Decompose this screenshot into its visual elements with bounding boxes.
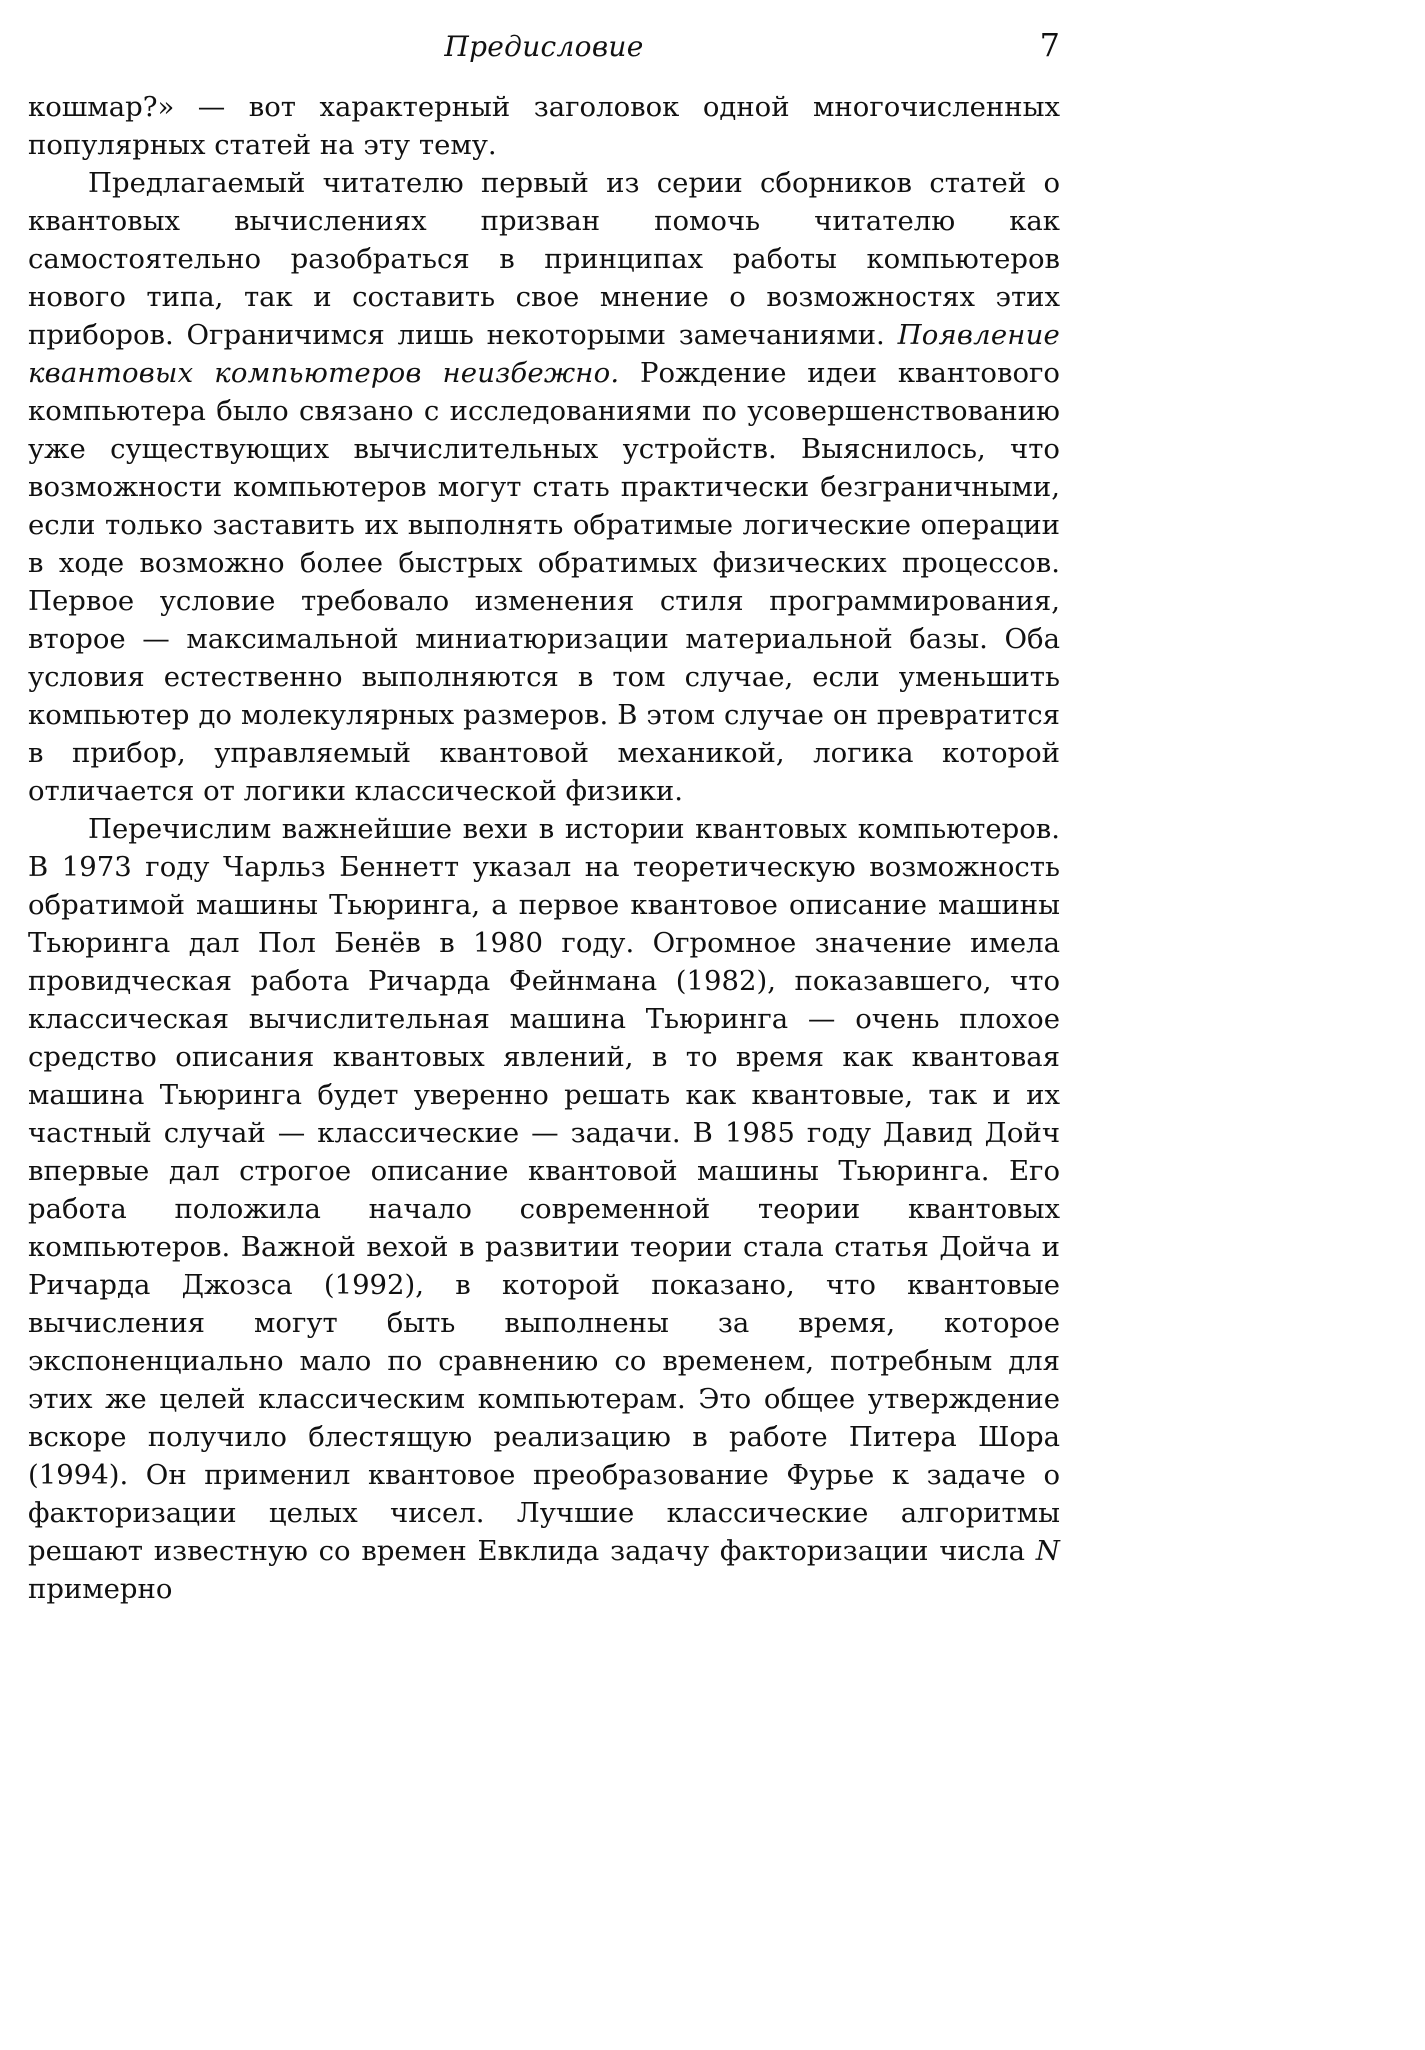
paragraph-text: Предлагаемый читателю первый из серии сборников статей о квантовых вычислениях призван помочь читателю как самостоятельно разобраться в принципах работы компьютеров нового типа, так и составить свое мнение о возможностях этих приборов. Ограничимся лишь некоторыми замечаниями. (28, 167, 1060, 351)
paragraph-text: Перечислим важнейшие вехи в истории квантовых компьютеров. В 1973 году Чарльз Беннетт указал на теоретическую возможность обратимой машины Тьюринга, а первое квантовое описание машины Тьюринга дал Пол Бенёв в 1980 году. Огромное значение имела провидческая работа Ричарда Фейнмана (1982), показавшего, что классическая вычислительная машина Тьюринга — очень плохое средство описания квантовых явлений, в то время как квантовая машина Тьюринга будет уверенно решать как квантовые, так и их частный случай — классические — задачи. В 1985 году Давид Дойч впервые дал строгое описание квантовой машины Тьюринга. Его работа положила начало современной теории квантовых компьютеров. Важной вехой в развитии теории стала статья Дойча и Ричарда Джозса (1992), в которой показано, что квантовые вычисления могут быть выполнены за время, которое экспоненциально мало по сравнению со временем, потребным для этих же целей классическим компьютерам. Это общее утверждение вскоре получило блестящую реализацию в работе Питера Шора (1994). Он применил квантовое преобразование Фурье к задаче о факторизации целых чисел. Лучшие классические алгоритмы решают известную со времен Евклида задачу факторизации числа (28, 813, 1060, 1567)
running-title: Предисловие (444, 30, 644, 63)
paragraph-text: примерно (28, 1573, 173, 1605)
paragraph-text: кошмар?» — вот характерный заголовок одной многочисленных популярных статей на эту тему. (28, 91, 1060, 161)
math-symbol-n: N (1035, 1535, 1060, 1567)
paragraph-continuation (28, 88, 1060, 164)
page-header (28, 22, 1060, 68)
paragraph-quantum-series-intro (28, 164, 1060, 810)
paragraph-quantum-history (28, 810, 1060, 1608)
emphasized-phrase: Появление квантовых компьютеров неизбежно. (28, 319, 1060, 389)
body-text (28, 88, 1060, 1608)
paragraph-text: Рождение идеи квантового компьютера было связано с исследованиями по усовершенствованию уже существующих вычислительных устройств. Выяснилось, что возможности компьютеров могут стать практически безграничными, если только заставить их выполнять обратимые логические операции в ходе возможно более быстрых обратимых физических процессов. Первое условие требовало изменения стиля программирования, второе — максимальной миниатюризации материальной базы. Оба условия естественно выполняются в том случае, если уменьшить компьютер до молекулярных размеров. В этом случае он превратится в прибор, управляемый квантовой механикой, логика которой отличается от логики классической физики. (28, 357, 1060, 807)
page-number: 7 (1039, 26, 1060, 64)
